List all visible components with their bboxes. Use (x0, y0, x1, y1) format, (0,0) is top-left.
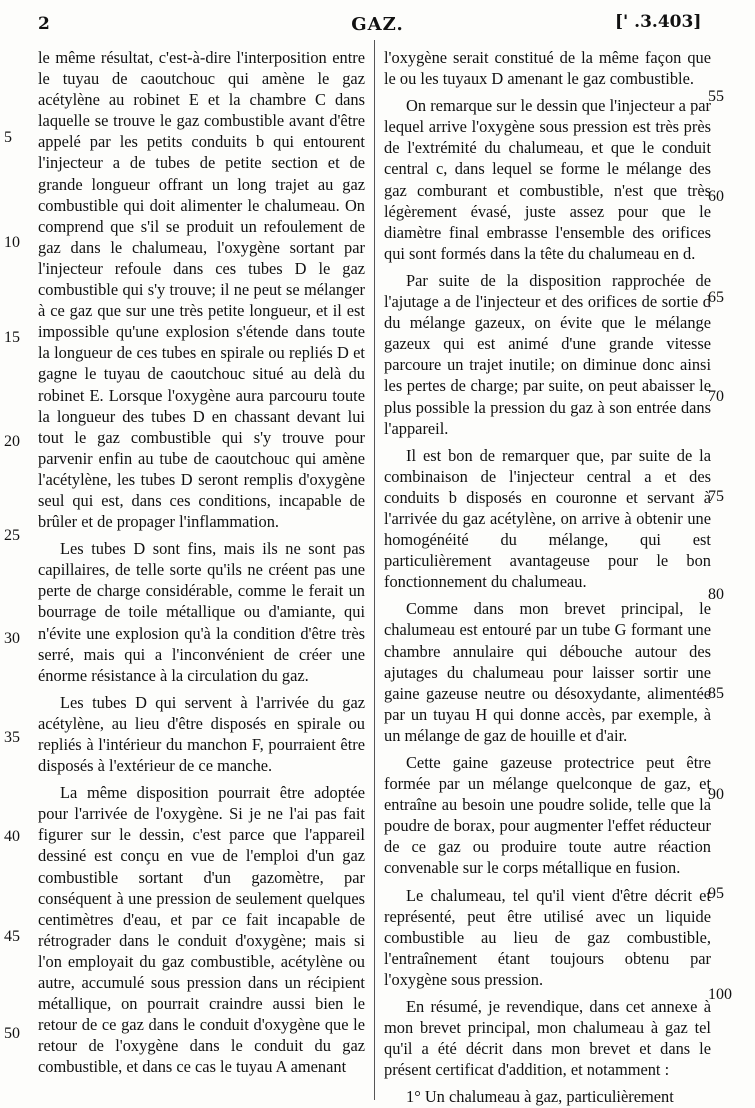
right-text-column (384, 47, 711, 1108)
column-divider (374, 40, 375, 1100)
line-number: 55 (708, 88, 724, 105)
paragraph: En résumé, je revendique, dans cet annexe à mon brevet principal, mon chalumeau à gaz tel qu'il a été décrit dans mon brevet et dans le présent certificat d'addition, et notamment : (384, 997, 711, 1080)
line-number: 15 (4, 329, 20, 346)
line-number: 20 (4, 433, 20, 450)
paragraph: l'oxygène serait constitué de la même façon que le ou les tuyaux D amenant le gaz combustible. (384, 48, 711, 89)
line-number: 50 (4, 1025, 20, 1042)
line-number: 45 (4, 928, 20, 945)
paragraph: le même résultat, c'est-à-dire l'interposition entre le tuyau de caoutchouc qui amène le gaz acétylène au robinet E et la chambre C dans laquelle se trouve le gaz combustible avant d'être appelé par les petits conduits b qui entourent l'injecteur a de tubes de petite section et de grande longueur offrant un long trajet au gaz combustible qui doit alimenter le chalumeau. On comprend que s'il se produit un refoulement de gaz dans le chalumeau, l'oxygène sortant par l'injecteur refoule dans ces tubes D le gaz combustible qui s'y trouve; il ne peut se mélanger à ce gaz que sur une très petite longueur, et il est impossible qu'une explosion s'étende dans toute la longueur de ces tubes en spirale ou repliés D et gagne le tuyau de caoutchouc situé au delà du robinet E. Lorsque l'oxygène aura parcouru toute la longueur des tubes D en chassant devant lui tout le gaz combustible qui s'y trouve pour parvenir enfin au tube de caoutchouc qui amène l'acétylène, les tubes D seront remplis d'oxygène seul qui est, dans ces conditions, incapable de brûler et de propager l'inflammation. (38, 48, 365, 532)
line-number: 60 (708, 188, 724, 205)
paragraph: Il est bon de remarquer que, par suite de la combinaison de l'injecteur central a et des conduits b disposés en couronne et servant à l'arrivée du gaz acétylène, on arrive à obtenir une homogénéité du mélange, qui est particulièrement avantageuse pour le bon fonctionnement du chalumeau. (384, 445, 711, 592)
paragraph: On remarque sur le dessin que l'injecteur a par lequel arrive l'oxygène sous pression est très près de l'extrémité du chalumeau, et que le conduit central c, dans lequel se forme le mélange des gaz comburant et combustible, n'est que très légèrement évasé, juste assez pour que le diamètre final embrasse l'ensemble des orifices qui sont formés dans la tête du chalumeau en d. (384, 96, 711, 263)
line-number: 25 (4, 527, 20, 544)
line-number: 40 (4, 828, 20, 845)
paragraph: Par suite de la disposition rapprochée de l'ajutage a de l'injecteur et des orifices de sortie d du mélange gazeux, on évite que le mélange gazeux qui est animé d'une grande vitesse parcoure un trajet inutile; on diminue donc ainsi les pertes de charge; par suite, on peut abaisser le plus possible la pression du gaz à son entrée dans l'appareil. (384, 270, 711, 438)
left-text-column (38, 47, 365, 1078)
line-number: 95 (708, 885, 724, 902)
line-number: 100 (708, 986, 732, 1003)
paragraph: Comme dans mon brevet principal, le chalumeau est entouré par un tube G formant une chambre annulaire qui débouche autour des ajutages du chalumeau pour laisser sortir une gaine gazeuse neutre ou désoxydante, alimentée par un tuyau H qui donne accès, par exemple, à un mélange de gaz de houille et d'air. (384, 599, 711, 745)
page-header (0, 0, 755, 40)
paragraph: Le chalumeau, tel qu'il vient d'être décrit et représenté, peut être utilisé avec un liquide combustible au lieu de gaz combustible, l'entraînement étant toujours obtenu par l'oxygène sous pression. (384, 885, 711, 989)
line-number: 90 (708, 786, 724, 803)
line-number: 30 (4, 630, 20, 647)
line-number: 85 (708, 685, 724, 702)
line-number: 75 (708, 488, 724, 505)
paragraph: 1° Un chalumeau à gaz, particulièrement (406, 1087, 674, 1107)
paragraph: La même disposition pourrait être adoptée pour l'arrivée de l'oxygène. Si je ne l'ai pas fait figurer sur le dessin, c'est parce que l'appareil dessiné est conçu en vue de l'emploi d'un gaz combustible sortant d'un gazomètre, par conséquent à une pression de seulement quelques centimètres d'eau, et par ce fait incapable de rétrograder dans le conduit d'oxygène; mais si l'on employait du gaz combustible, acétylène ou autre, accumulé sous pression dans un récipient métallique, on pourrait craindre aussi bien le retour de ce gaz dans le conduit d'oxygène que le retour de l'oxygène dans le conduit du gaz combustible, et dans ce cas le tuyau A amenant (38, 783, 365, 1077)
paragraph: Les tubes D sont fins, mais ils ne sont pas capillaires, de telle sorte qu'ils ne créent pas une perte de charge considérable, comme le ferait un bourrage de toile métallique ou d'amiante, qui n'évite une explosion qu'à la condition d'être très serré, mais qui a l'inconvénient de créer une énorme résistance à la circulation du gaz. (38, 539, 365, 685)
paragraph: Les tubes D qui servent à l'arrivée du gaz acétylène, au lieu d'être disposés en spirale ou repliés à l'intérieur du manchon F, pourraient être disposés à l'extérieur de ce manche. (38, 692, 365, 776)
line-number: 80 (708, 586, 724, 603)
page-number: 2 (38, 14, 50, 34)
line-number: 35 (4, 729, 20, 746)
line-number: 10 (4, 234, 20, 251)
patent-reference: [' .3.403] (615, 12, 702, 32)
line-number: 5 (4, 129, 12, 146)
paragraph: Cette gaine gazeuse protectrice peut être formée par un mélange quelconque de gaz, et entraîne au besoin une poudre solide, telle que la poudre de borax, pour augmenter l'effet réducteur de ce gaz ou produire toute autre réaction convenable sur le corps métallique en fusion. (384, 753, 711, 878)
running-head-title: GAZ. (351, 14, 404, 35)
line-number: 65 (708, 289, 724, 306)
line-number: 70 (708, 388, 724, 405)
